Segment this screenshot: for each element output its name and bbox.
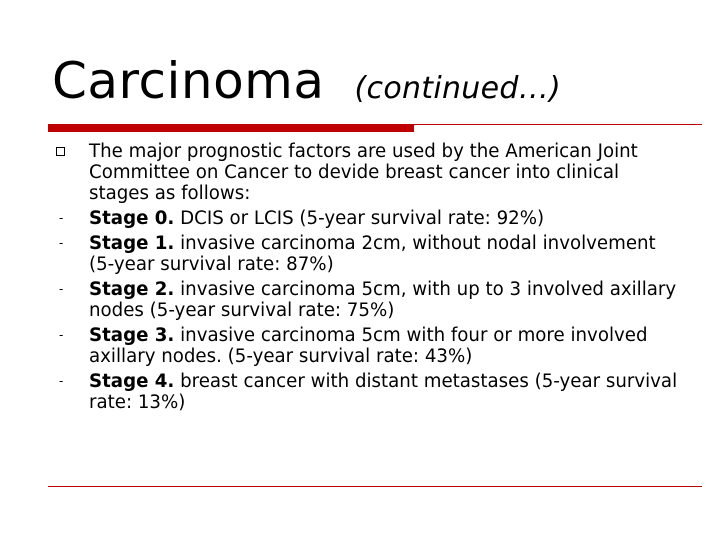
stage-3-label: Stage 3. bbox=[89, 325, 175, 346]
list-item-stage-4 bbox=[52, 371, 682, 413]
dash-bullet-icon: - bbox=[59, 236, 64, 250]
dash-bullet-icon: - bbox=[59, 282, 64, 296]
hollow-square-bullet-icon bbox=[56, 147, 65, 156]
stage-1-text: invasive carcinoma 2cm, without nodal involvement (5-year survival rate: 87%) bbox=[89, 233, 656, 275]
dash-bullet-icon: - bbox=[59, 211, 64, 225]
list-item-intro bbox=[52, 141, 682, 204]
footer-divider bbox=[48, 486, 702, 487]
intro-text: The major prognostic factors are used by the American Joint Committee on Cancer to devide breast cancer into clinical stages as follows: bbox=[89, 141, 638, 204]
stage-1-label: Stage 1. bbox=[89, 233, 175, 254]
slide-title bbox=[52, 52, 562, 110]
list-item-stage-2 bbox=[52, 279, 682, 321]
stage-2-label: Stage 2. bbox=[89, 279, 175, 300]
slide-title-main: Carcinoma bbox=[52, 52, 325, 110]
stage-4-label: Stage 4. bbox=[89, 371, 175, 392]
title-divider-thick bbox=[48, 124, 414, 132]
stage-3-text: invasive carcinoma 5cm with four or more involved axillary nodes. (5-year survival rate: 43%) bbox=[89, 325, 648, 367]
list-item-stage-3 bbox=[52, 325, 682, 367]
slide-title-sub: (continued…) bbox=[354, 71, 562, 106]
list-item-stage-1 bbox=[52, 233, 682, 275]
list-item-stage-0 bbox=[52, 208, 682, 229]
dash-bullet-icon: - bbox=[59, 374, 64, 388]
stage-0-label: Stage 0. bbox=[89, 208, 175, 229]
slide-body-list bbox=[52, 141, 682, 417]
dash-bullet-icon: - bbox=[59, 328, 64, 342]
stage-2-text: invasive carcinoma 5cm, with up to 3 involved axillary nodes (5-year survival rate: 75%) bbox=[89, 279, 677, 321]
stage-0-text: DCIS or LCIS (5-year survival rate: 92%) bbox=[180, 208, 545, 229]
stage-4-text: breast cancer with distant metastases (5-year survival rate: 13%) bbox=[89, 371, 678, 413]
